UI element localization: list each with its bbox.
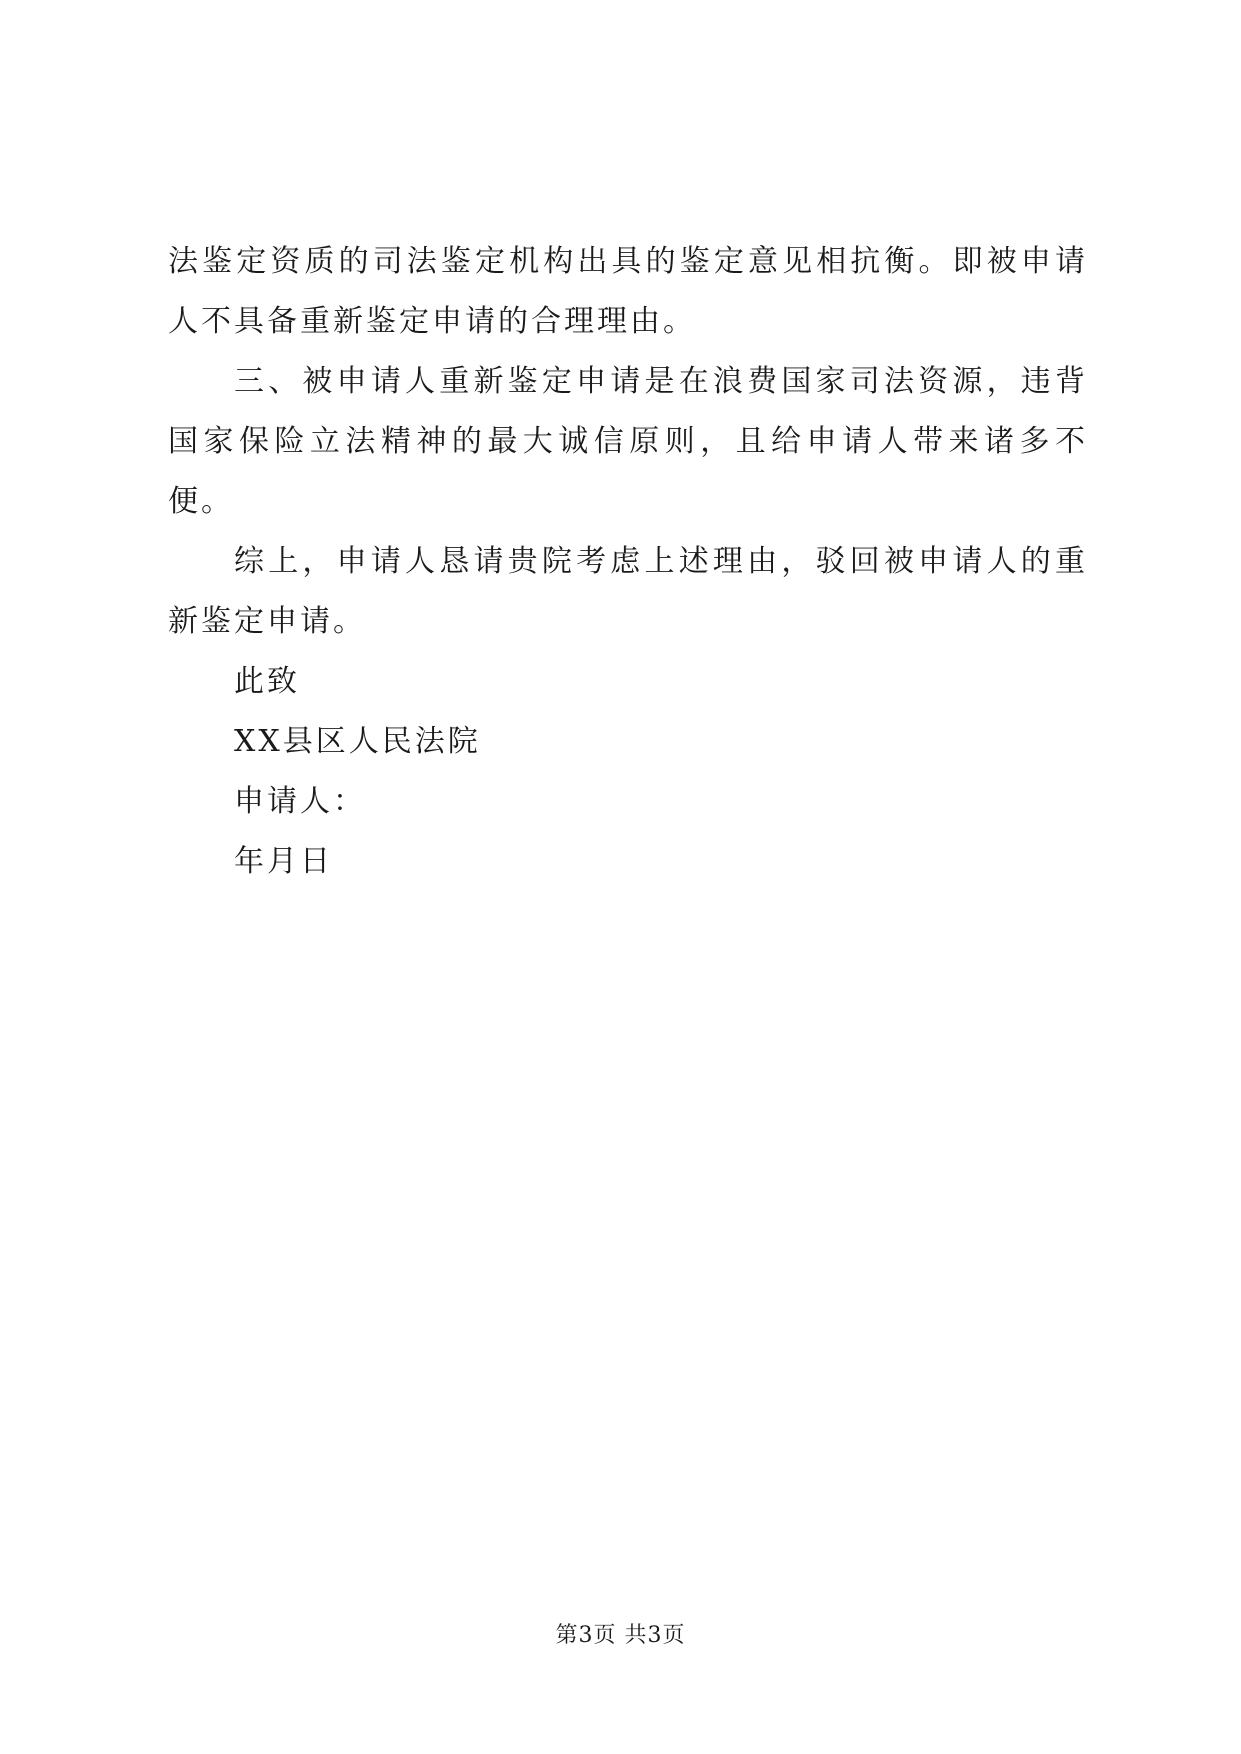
- document-body: [168, 232, 1088, 892]
- page-footer: 第3页 共3页: [555, 1623, 686, 1648]
- date-label: 年月日: [234, 844, 333, 879]
- paragraph-continued: 法鉴定资质的司法鉴定机构出具的鉴定意见相抗衡。即被申请人不具备重新鉴定申请的合理理由。: [168, 244, 1088, 339]
- closing-salutation: 此致: [234, 664, 300, 699]
- closing-recipient: XX县区人民法院: [234, 724, 481, 759]
- paragraph-conclusion: 综上，申请人恳请贵院考虑上述理由，驳回被申请人的重新鉴定申请。: [168, 544, 1088, 639]
- paragraph-point-three: 三、被申请人重新鉴定申请是在浪费国家司法资源，违背国家保险立法精神的最大诚信原则，且给申请人带来诸多不便。: [168, 364, 1088, 519]
- applicant-signature-label: 申请人：: [234, 784, 366, 819]
